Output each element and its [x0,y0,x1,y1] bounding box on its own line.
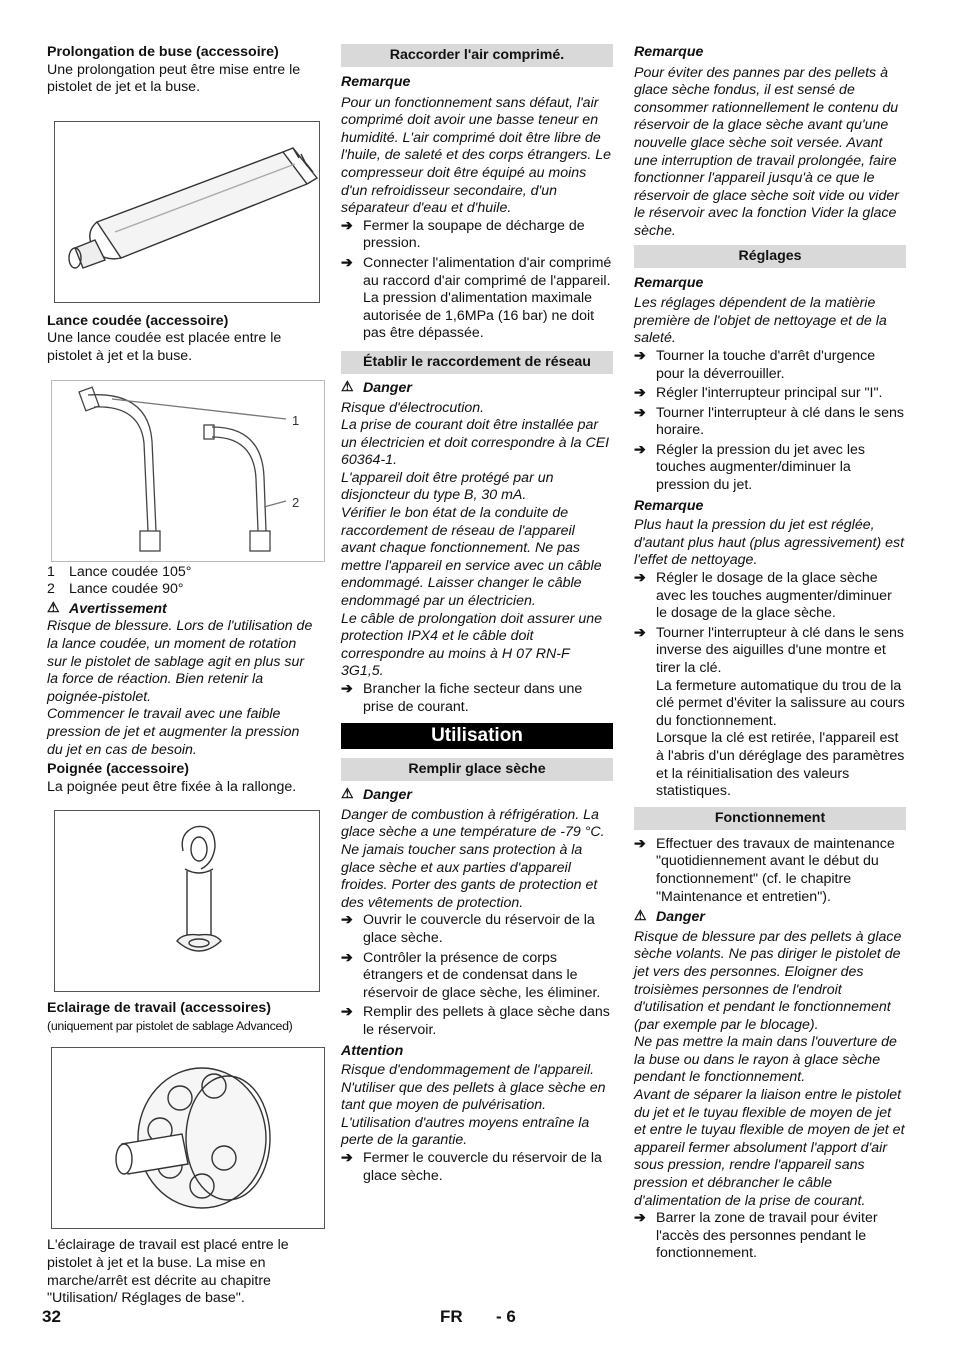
arrow-right-icon: ➔ [341,912,353,929]
step-item [634,405,906,440]
legend-num: 1 [47,563,55,580]
fig-label-1: 1 [292,412,300,428]
step-text: Contrôler la présence de corps étrangers et de condensat dans le réservoir de glace sèche, les éliminer. [363,949,601,1001]
work-light-drawing [52,1048,324,1228]
danger-title [341,380,613,398]
section-bar-settings: Réglages [634,245,906,268]
page-number: 32 [42,1307,61,1326]
step-item [634,385,906,403]
arrow-right-icon: ➔ [634,385,646,402]
step-item [341,218,613,253]
warning-text-2: Commencer le travail avec une faible pression de jet et augmenter la pression du jet en cas de besoin. [47,706,300,758]
text-angled-lance: Une lance coudée est placée entre le pistolet à jet et la buse. [47,330,282,364]
heading-work-light: Eclairage de travail (accessoires) [47,1000,271,1017]
figure-work-light [51,1047,325,1229]
text-nozzle-extension: Une prolongation peut être mise entre le pistolet de jet et la buse. [47,61,301,96]
step-item [634,570,906,623]
arrow-right-icon: ➔ [341,1004,353,1021]
step-text: Fermer la soupape de décharge de pression. [363,217,585,252]
step-text: Fermer le couvercle du réservoir de la glace sèche. [363,1150,602,1184]
legend-item [47,564,319,582]
step-item [341,255,613,290]
step-text: Ouvrir le couvercle du réservoir de la glace sèche. [363,912,595,946]
heading-angled-lance: Lance coudée (accessoire) [47,312,229,329]
step-text: Brancher la fiche secteur dans une prise de courant. [363,681,583,715]
step-text: Régler le dosage de la glace sèche avec les touches augmenter/diminuer le dosage de la glace sèche. [656,570,892,622]
text-work-light: L'éclairage de travail est placé entre le pistolet à jet et la buse. La mise en marche/arrêt est décrite au chapitre "Utilisation/ Réglages de base". [47,1237,289,1307]
step-item [341,950,613,1003]
arrow-right-icon: ➔ [634,1210,646,1227]
danger-line: Avant de séparer la liaison entre le pistolet du jet et le tuyau flexible de moyen de jet et entre le tuyau flexible de moyen de jet et appareil fermer absolument l'apport d'air sous pression, rendre l'appareil sans pression et débrancher le câble d'alimentation de la prise de courant. [634,1087,905,1209]
section-bar-fill-dry-ice: Remplir glace sèche [341,758,613,781]
arrow-right-icon: ➔ [634,404,646,421]
sub-page-number: - 6 [496,1307,516,1326]
figure-angled-lance [51,380,325,562]
section-bar-operation: Fonctionnement [634,807,906,830]
step-text: Barrer la zone de travail pour éviter l'accès des personnes pendant le fonctionnement. [656,1210,878,1262]
warning-triangle-icon: ⚠ [341,786,354,803]
figure-handle [54,810,320,992]
step-item [634,1210,906,1263]
arrow-right-icon: ➔ [634,441,646,458]
danger-line: Risque de blessure par des pellets à glace sèche volants. Ne pas diriger le pistolet de jet vers des personnes. Eloigner des troisièmes personnes de l'endroit d'utilisation et pendant le fonctionnement (par exemple par le blocage). [634,928,902,1033]
step-text: Connecter l'alimentation d'air comprimé au raccord d'air comprimé de l'appareil. [363,254,612,289]
step-text: Effectuer des travaux de maintenance "quotidiennement avant le début du fonctionnement" (cf. le chapitre "Maintenance et entretien"). [656,835,895,905]
legend-item [47,581,319,599]
warning-triangle-icon: ⚠ [341,378,354,395]
danger-line: Vérifier le bon état de la conduite de raccordement de réseau de l'appareil avant chaque fonctionnement. Ne pas mettre l'appareil en service avec un câble endommagé. Laisser changer le câble endommagé par un électricien. [341,505,602,610]
step-item [341,912,613,947]
danger-title [634,909,906,927]
legend-num: 2 [47,581,55,598]
warning-text: Risque de blessure. Lors de l'utilisation de la lance coudée, un moment de rotation sur le pistolet de sablage agit en plus sur la force de réaction. Bien retenir la poignée-pistolet. [47,618,313,705]
note-text: Plus haut la pression du jet est réglée, d'autant plus haut (plus agressivement) est l'effet de nettoyage. [634,517,905,569]
warning-title-text: Avertissement [69,600,167,617]
danger-title-text: Danger [363,379,412,396]
legend-text: Lance coudée 90° [69,581,184,598]
legend-angled-lance [47,564,319,599]
arrow-right-icon: ➔ [341,254,353,271]
step-item [341,1004,613,1039]
note-title: Remarque [634,44,704,60]
note-text: Pour éviter des pannes par des pellets à glace sèche fondus, il est sensé de consommer rationnellement le contenu du réservoir de la glace sèche avant qu'une nouvelle glace sèche soit versée. Avant une interruption de travail prolongée, faire fonctionner l'appareil jusqu'à ce que le réservoir de glace sèche soit vide ou vider le réservoir avec la fonction Vider la glace sèche. [634,64,899,239]
nozzle-extension-drawing [55,122,319,302]
fig-label-2: 2 [292,494,300,510]
heading-nozzle-extension: Prolongation de buse (accessoire) [47,44,279,60]
danger-title-text: Danger [656,909,705,926]
note-title: Remarque [634,274,704,291]
heading-handle: Poignée (accessoire) [47,761,189,778]
warning-triangle-icon: ⚠ [47,599,60,616]
danger-title-text: Danger [363,787,412,804]
chapter-bar-operation: Utilisation [341,723,613,749]
text-handle: La poignée peut être fixée à la rallonge. [47,778,297,795]
danger-line: Le câble de prolongation doit assurer une protection IPX4 et le câble doit correspondre au moins à H 07 RN-F 3G1,5. [341,610,603,680]
legend-text: Lance coudée 105° [69,563,192,580]
step-item [634,836,906,906]
handle-drawing [55,811,319,991]
danger-title [341,787,613,805]
attention-title: Attention [341,1042,404,1059]
section-bar-mains-connection: Établir le raccordement de réseau [341,351,613,374]
column-1 [47,44,319,1308]
step-continuation: La fermeture automatique du trou de la clé permet d'éviter la salissure au cours du fonctionnement. [656,677,905,729]
step-text: Tourner l'interrupteur à clé dans le sens inverse des aiguilles d'une montre et tirer la clé. [656,624,904,676]
step-text: Remplir des pellets à glace sèche dans le réservoir. [363,1004,610,1038]
column-2 [341,44,613,1185]
step-text: Régler l'interrupteur principal sur "I". [656,385,883,402]
danger-line: Ne pas mettre la main dans l'ouverture de la buse ou dans le rayon à glace sèche pendant le fonctionnement. [634,1034,897,1086]
arrow-right-icon: ➔ [341,681,353,697]
section-bar-compressed-air: Raccorder l'air comprimé. [341,44,613,67]
arrow-right-icon: ➔ [341,1150,353,1167]
step-item [341,1150,613,1185]
step-continuation: Lorsque la clé est retirée, l'appareil est à l'abris d'un déréglage des paramètres et la réinitialisation des valeurs statistiques. [656,730,905,800]
arrow-right-icon: ➔ [341,217,353,234]
note-title: Remarque [341,74,411,90]
danger-line: La prise de courant doit être installée par un électricien et doit correspondre à la CEI 60364-1. [341,417,610,469]
note-text: Pour un fonctionnement sans défaut, l'air comprimé doit avoir une basse teneur en humidité. L'air comprimé doit être libre de l'huile, de saleté et des corps étrangers. Le compresseur doit être équipé au moins d'un refroidisseur secondaire, d'un séparateur d'eau et d'huile. [341,94,612,217]
danger-line: Risque d'électrocution. [341,399,485,416]
step-continuation: La pression d'alimentation maximale autorisée de 1,6MPa (16 bar) ne doit pas être dépassée. [363,290,595,342]
text-work-light-note: (uniquement par pistolet de sablage Advanced) [47,1018,293,1033]
warning-title [47,601,319,619]
danger-text: Danger de combustion à réfrigération. La glace sèche a une température de -79 °C. Ne jamais toucher sans protection à la glace sèche et aux parties d'appareil froides. Porter des gants de protection et des vêtements de protection. [341,806,605,911]
arrow-right-icon: ➔ [634,835,646,852]
column-3 [634,44,906,1263]
step-item [634,442,906,495]
language-code: FR [440,1307,463,1326]
arrow-right-icon: ➔ [634,347,646,364]
note-title: Remarque [634,497,704,514]
arrow-right-icon: ➔ [634,570,646,587]
step-text: Tourner l'interrupteur à clé dans le sens horaire. [656,404,904,439]
warning-triangle-icon: ⚠ [634,908,647,925]
arrow-right-icon: ➔ [634,624,646,641]
step-text: Régler la pression du jet avec les touches augmenter/diminuer la pression du jet. [656,441,865,494]
angled-lance-drawing [52,381,324,561]
arrow-right-icon: ➔ [341,949,353,966]
step-item [634,348,906,383]
step-text: Tourner la touche d'arrêt d'urgence pour la déverrouiller. [656,347,876,382]
note-text: Les réglages dépendent de la matièrie première de l'objet de nettoyage et de la saleté. [634,295,887,347]
figure-nozzle-extension [54,121,320,303]
attention-text: Risque d'endommagement de l'appareil. N'utiliser que des pellets à glace sèche en tant que moyen de pulvérisation. L'utilisation d'autres moyens entraîne la perte de la garantie. [341,1062,606,1149]
danger-line: L'appareil doit être protégé par un disjoncteur du type B, 30 mA. [341,469,554,504]
step-item [341,681,613,716]
step-item [634,625,906,678]
